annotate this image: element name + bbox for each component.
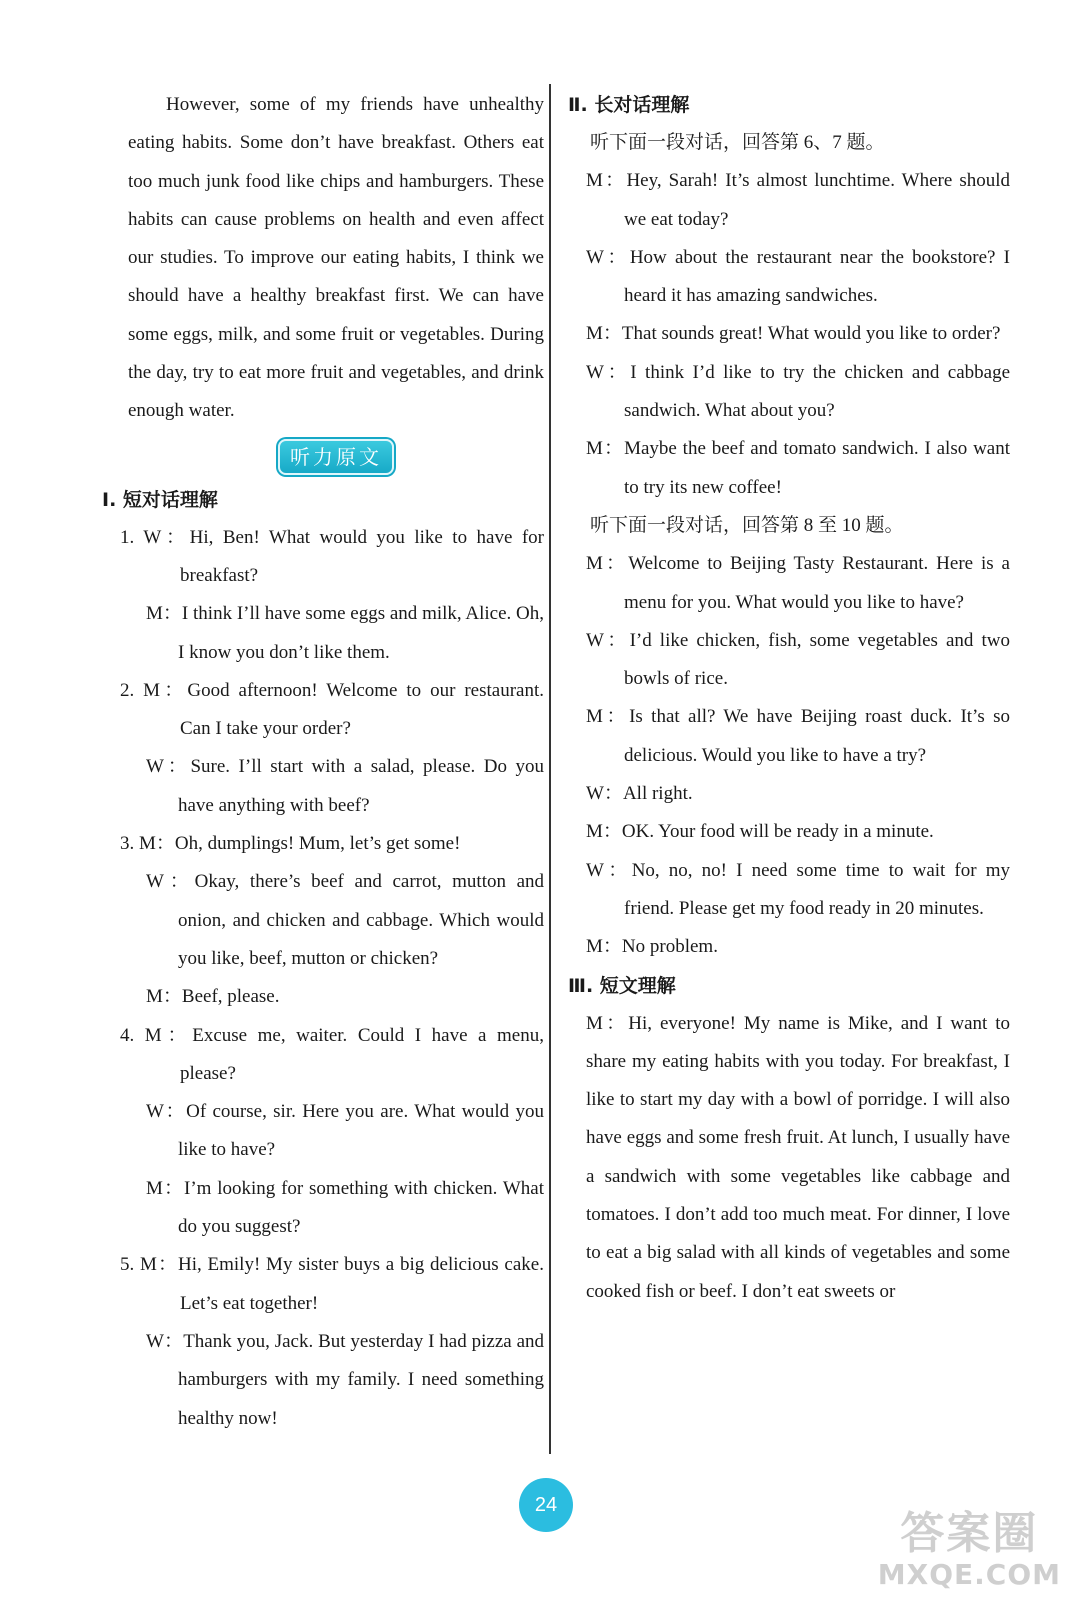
section-heading-3: Ⅲ. 短文理解: [568, 974, 676, 997]
dialog-text: Is that all? We have Beijing roast duck. It’s so delicious. Would you like to have a try?: [624, 706, 1010, 766]
dialog-text: I’m looking for something with chicken. What do you suggest?: [178, 1177, 544, 1238]
watermark-line2: MXQE.COM: [877, 1558, 1061, 1591]
speaker-label: 4. M：: [120, 1024, 193, 1046]
dialog-text: Hey, Sarah! It’s almost lunchtime. Where should we eat today?: [624, 170, 1010, 230]
speaker-label: M：: [586, 323, 622, 345]
dialog-text: I’d like chicken, fish, some vegetables and two bowls of rice.: [624, 629, 1010, 690]
dialog-line: [586, 430, 1010, 507]
dialog-line: [120, 672, 544, 749]
speaker-label: W：: [146, 1101, 187, 1123]
dialog-text: OK. Your food will be ready in a minute.: [621, 821, 934, 843]
listening-script-banner: 听力原文: [278, 439, 394, 475]
watermark-logo: [878, 1508, 1061, 1590]
speaker-label: 5. M：: [120, 1254, 178, 1276]
long-dialog-1: [586, 162, 1010, 507]
speaker-label: M：: [586, 553, 629, 575]
dialog-line: [586, 545, 1010, 622]
watermark-line1: 答案圈: [900, 1508, 1039, 1559]
speaker-label: W：: [586, 361, 631, 383]
dialog-text: Good afternoon! Welcome to our restaurant. Can I take your order?: [180, 679, 544, 740]
dialog-text: All right.: [622, 783, 693, 805]
dialog-text: I think I’ll have some eggs and milk, Alice. Oh, I know you don’t like them.: [178, 603, 544, 663]
dialog-line: [128, 1323, 544, 1438]
dialog-text: Maybe the beef and tomato sandwich. I also want to try its new coffee!: [624, 438, 1010, 498]
dialog-text: Oh, dumplings! Mum, let’s get some!: [174, 833, 461, 855]
speaker-label: W：: [586, 246, 630, 268]
speaker-label: M：: [586, 438, 625, 460]
left-column: [102, 86, 545, 1438]
dialog-text: I think I’d like to try the chicken and cabbage sandwich. What about you?: [624, 361, 1011, 422]
section-heading-1: Ⅰ. 短对话理解: [102, 488, 218, 511]
dialog-text: No problem.: [621, 936, 718, 958]
dialog-line: [128, 1093, 544, 1170]
dialog-text: Okay, there’s beef and carrot, mutton and onion, and chicken and cabbage. Which would you like, beef, mutton or chicken?: [178, 871, 544, 969]
dialog-intro-2: 听下面一段对话，回答第 8 至 10 题。: [590, 514, 904, 536]
dialog-text: No, no, no! I need some time to wait for my friend. Please get my food ready in 20 minutes.: [624, 859, 1010, 919]
dialog-text: Welcome to Beijing Tasty Restaurant. Here is a menu for you. What would you like to have?: [624, 553, 1010, 613]
dialog-line: [586, 928, 1010, 966]
dialog-line: [586, 813, 1010, 851]
dialog-intro-1: 听下面一段对话，回答第 6、7 题。: [590, 132, 885, 153]
page-number: 24: [519, 1478, 573, 1532]
speaker-label: M：: [586, 170, 627, 192]
speaker-label: W：: [586, 629, 630, 651]
dialog-text: How about the restaurant near the bookstore? I heard it has amazing sandwiches.: [624, 246, 1010, 307]
paragraph: However, some of my friends have unhealthy eating habits. Some don’t have breakfast. Others eat too much junk food like chips and hamburgers. These habits can cause problems on health and even affect our studies. To improve our eating habits, I think we should have a healthy breakfast first. We can have some eggs, milk, and some fruit or vegetables. During the day, try to eat more fruit and vegetables, and drink enough water.: [128, 94, 544, 422]
speaker-label: W：: [146, 756, 191, 778]
dialog-line: [128, 863, 544, 978]
dialog-line: [586, 354, 1010, 431]
right-column: [568, 86, 1011, 1311]
dialog-line: [120, 1017, 544, 1094]
dialog-text: Hi, Emily! My sister buys a big delicious cake. Let’s eat together!: [177, 1254, 544, 1314]
speaker-label: W：: [586, 783, 623, 805]
dialog-line: [128, 978, 544, 1016]
section-heading-2: Ⅱ. 长对话理解: [568, 94, 690, 116]
dialog-line: [120, 825, 544, 863]
dialog-line: [586, 698, 1010, 775]
dialog-text: Excuse me, waiter. Could I have a menu, please?: [180, 1024, 544, 1084]
dialog-line: [586, 622, 1010, 699]
dialog-line: [120, 519, 544, 596]
dialog-text: Of course, sir. Here you are. What would you like to have?: [178, 1101, 545, 1161]
speaker-label: 3. M：: [120, 833, 175, 855]
passage-text: M：Hi, everyone! My name is Mike, and I want to share my eating habits with you today. For breakfast, I like to start my day with a bowl of porridge. I will also have eggs and some fresh fruit. At lunch, I usually have a sandwich with some vegetables like cabbage and tomatoes. I don’t add too much meat. For dinner, I love to eat a big salad with all kinds of vegetables and some cooked fish or beef. I don’t eat sweets or: [586, 1012, 1010, 1302]
speaker-label: 1. W：: [120, 526, 190, 548]
dialog-line: [128, 748, 544, 825]
dialog-line: [586, 775, 1010, 813]
dialog-line: [128, 1170, 544, 1247]
dialog-line: [586, 239, 1010, 316]
dialog-text: Thank you, Jack. But yesterday I had pizza and hamburgers with my family. I need something healthy now!: [178, 1330, 544, 1429]
dialog-text: Hi, Ben! What would you like to have for breakfast?: [180, 526, 544, 586]
dialog-text: That sounds great! What would you like to order?: [621, 323, 1001, 345]
short-dialog-list: [120, 519, 545, 1438]
dialog-line: [120, 1246, 544, 1323]
dialog-text: Sure. I’ll start with a salad, please. Do you have anything with beef?: [178, 756, 545, 816]
speaker-label: M：: [586, 821, 622, 843]
speaker-label: W：: [586, 859, 632, 881]
column-divider: [549, 84, 551, 1454]
speaker-label: M：: [586, 706, 630, 728]
dialog-line: [586, 162, 1010, 239]
long-dialog-2: [586, 545, 1010, 966]
speaker-label: W：: [146, 871, 195, 893]
speaker-label: M：: [146, 1177, 184, 1199]
speaker-label: 2. M：: [120, 679, 188, 701]
speaker-label: M：: [146, 986, 182, 1008]
dialog-line: [586, 852, 1010, 929]
dialog-text: Beef, please.: [181, 986, 280, 1008]
dialog-line: [128, 595, 544, 672]
speaker-label: M：: [586, 936, 622, 958]
dialog-line: [586, 315, 1010, 353]
speaker-label: M：: [146, 603, 182, 625]
speaker-label: W：: [146, 1330, 184, 1352]
